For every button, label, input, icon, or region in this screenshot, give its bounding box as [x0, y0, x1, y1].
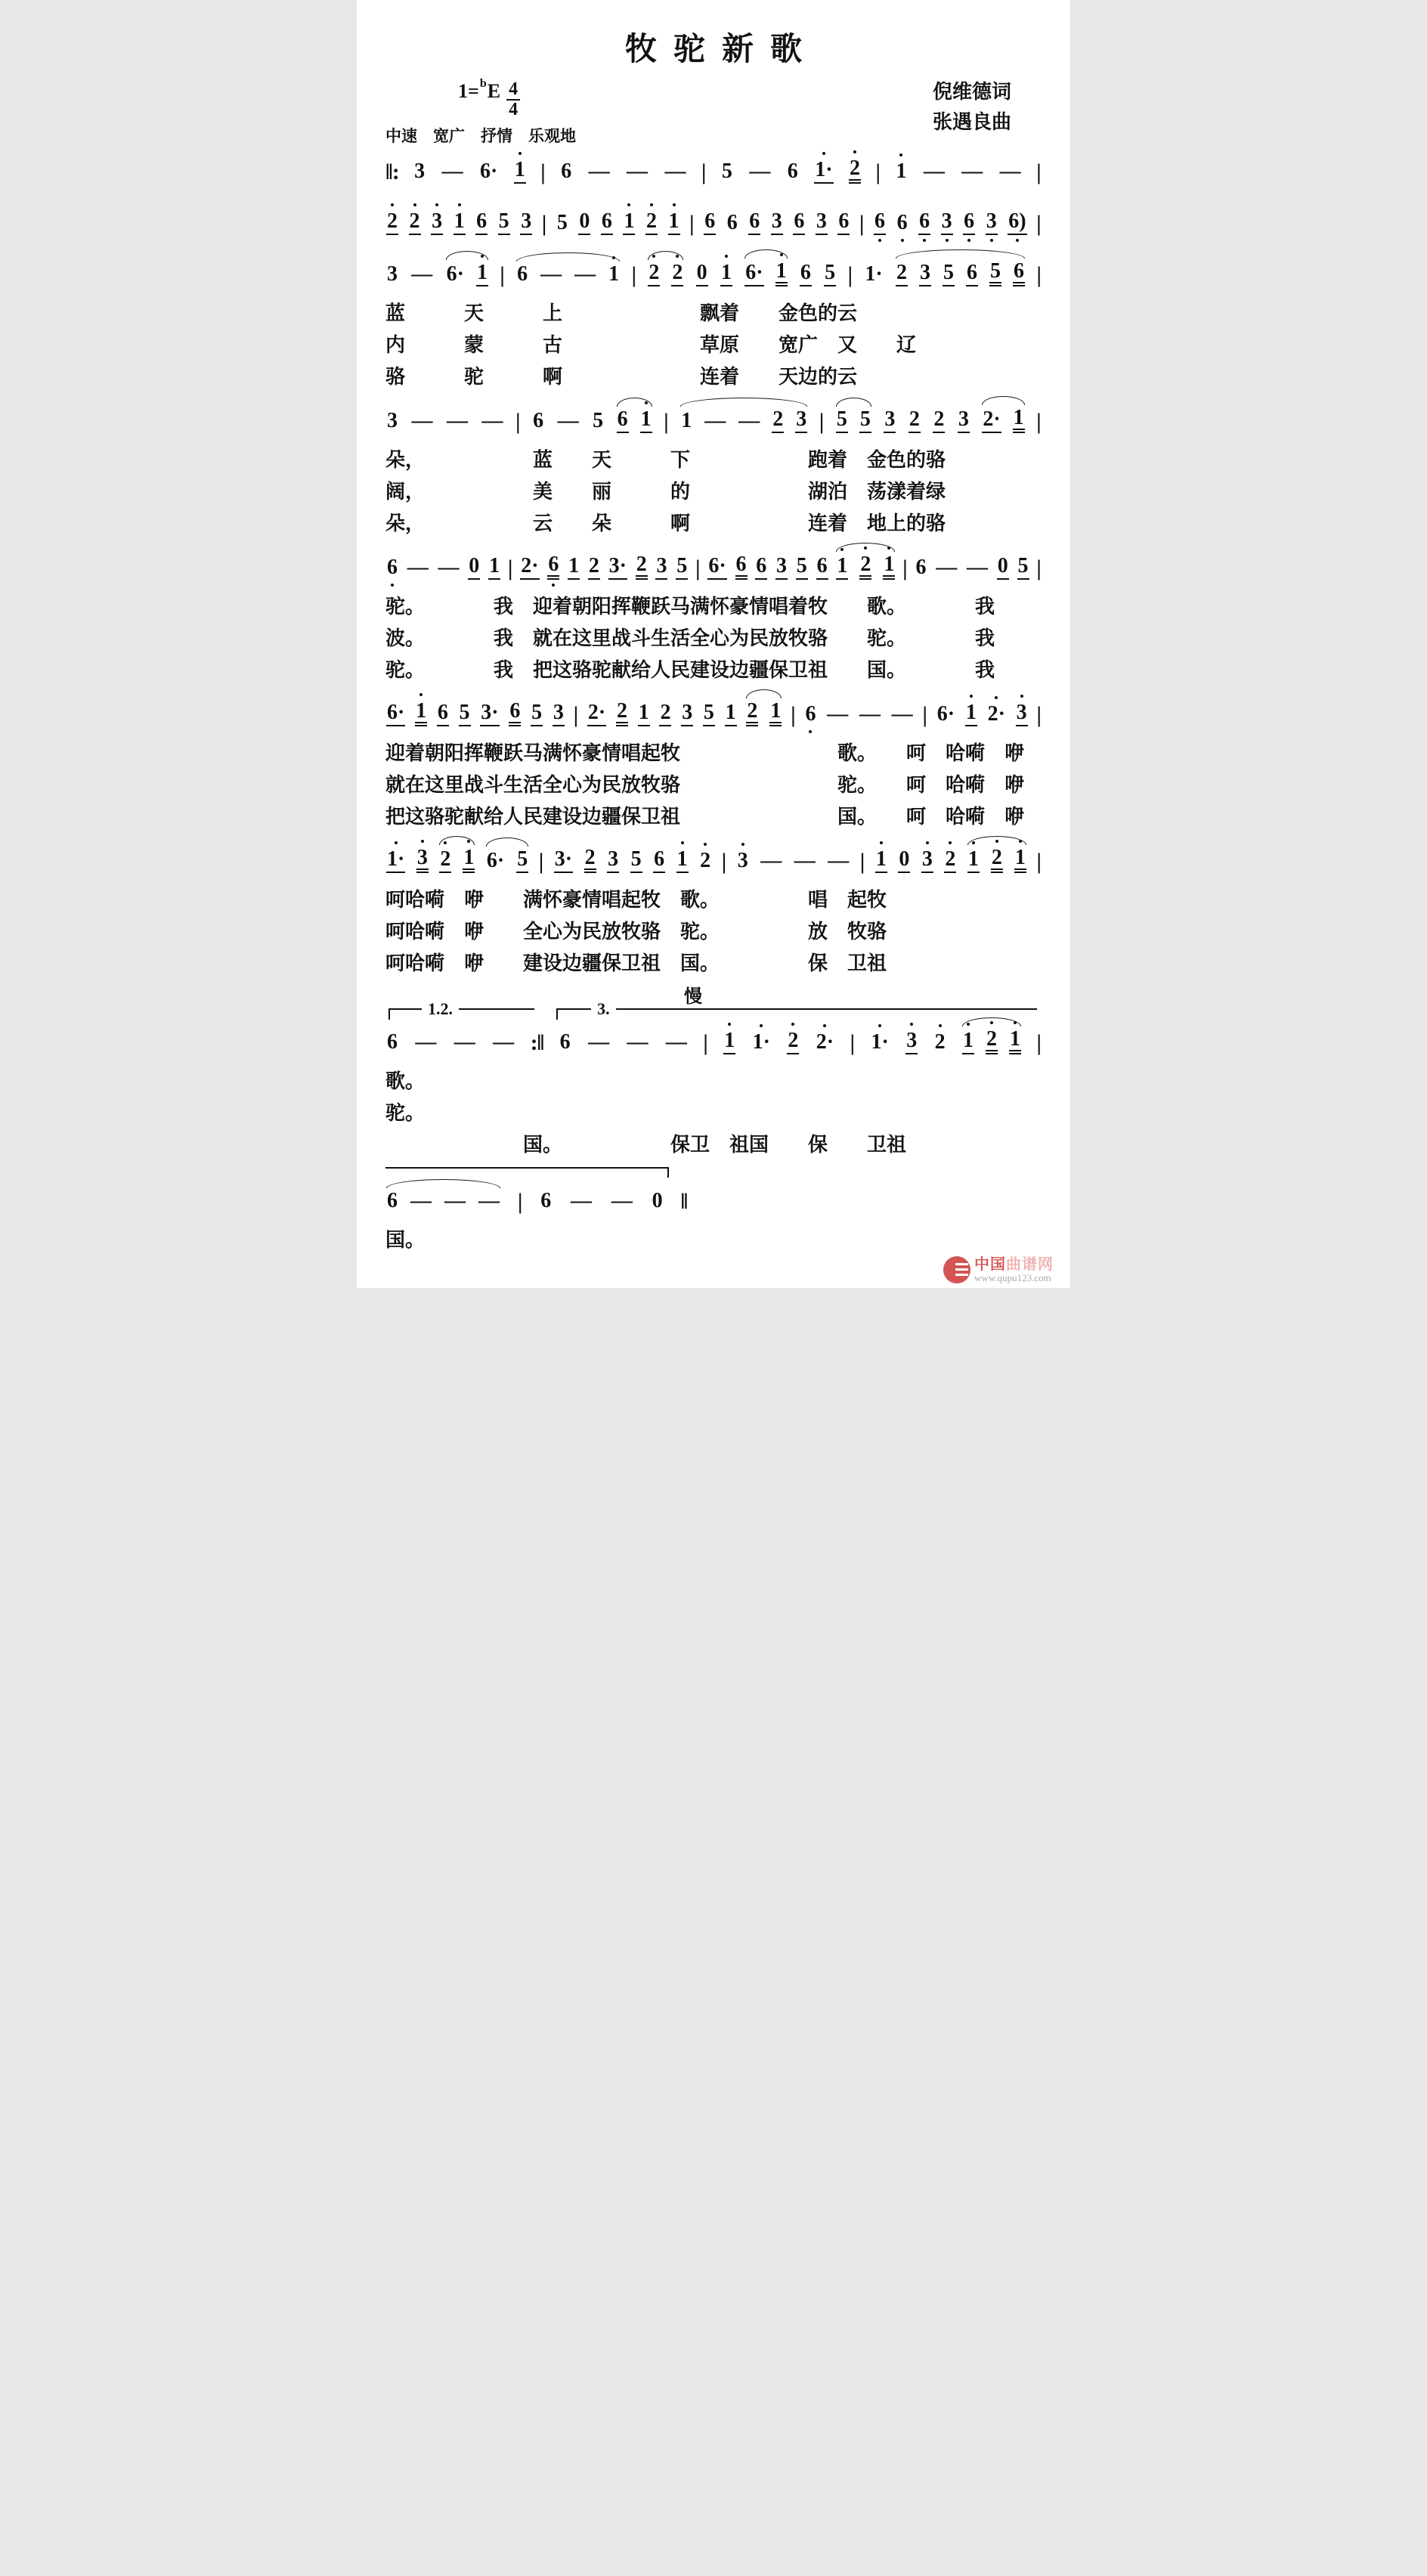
music-system-1 — [385, 150, 1042, 190]
time-upper: 4 — [506, 80, 520, 101]
sheet-music-page — [357, 0, 1070, 1288]
composer-credit: 张遇良曲 — [932, 111, 1011, 133]
lyrics-line-verse1: 朵， 蓝 天 下 跑着 金色的骆 — [385, 449, 946, 471]
key-letter: E — [487, 80, 501, 102]
music-system-5 — [385, 546, 1042, 682]
lyrics-line-verse2: 内 蒙 古 草原 宽广 又 辽 — [385, 334, 917, 356]
lyrics-line-verse1: 呵哈嗬 咿 满怀豪情唱起牧 歌。 唱 起牧 — [385, 889, 887, 911]
notation-line: 3 — 6· 1 | 6 — — 1 | 2 2 0 1 6· 1 6 5 | 1· 2 3 5 6 5 6 | — [385, 252, 1042, 293]
volta-brackets — [385, 987, 1042, 1020]
notation-line: 2 2 3 1 6 5 3 | 5 0 6 1 2 1 | 6 6 6 3 6 3 6 | 6 6 6 3 6 3 6) | — [385, 201, 1042, 242]
slow-tempo-mark: 慢 — [683, 987, 702, 1007]
notation-line: 3 — — — | 6 — 5 6 1 | 1 — — 2 3 | 5 5 3 2 2 3 2· 1 | — [385, 399, 1042, 440]
lyrics-line-verse2: 阔， 美 丽 的 湖泊 荡漾着绿 — [385, 481, 946, 503]
lyrics-line-verse1: 驼。 我 迎着朝阳挥鞭跃马满怀豪情唱着牧 歌。 我 — [385, 596, 995, 618]
lyrics-line-verse1: 歌。 — [385, 1070, 426, 1092]
lyrics-line-verse2: 驼。 — [385, 1102, 426, 1124]
music-system-4 — [385, 399, 1042, 535]
lyrics-line-verse2: 呵哈嗬 咿 全心为民放牧骆 驼。 放 牧骆 — [385, 921, 887, 943]
credits — [933, 77, 1011, 138]
lyrics-line-verse3: 把这骆驼献给人民建设边疆保卫祖 国。 呵 哈嗬 咿 — [385, 806, 1025, 828]
notation-line: 6· 1 6 5 3· 6 5 3 | 2· 2 1 2 3 5 1 2 1 | 6 — — — | 6· 1 2· 3 | — [385, 692, 1042, 733]
lyrics-line-verse2: 就在这里战斗生活全心为民放牧骆 驼。 呵 哈嗬 咿 — [385, 774, 1025, 796]
music-system-3 — [385, 252, 1042, 389]
music-system-7 — [385, 839, 1042, 975]
time-lower: 4 — [509, 100, 518, 120]
music-system-2 — [385, 201, 1042, 242]
key-signature — [458, 77, 520, 120]
watermark-url: www.qupu123.com — [974, 1271, 1051, 1283]
watermark — [943, 1256, 1054, 1283]
flat-sign: b — [479, 77, 487, 90]
music-system-8 — [385, 987, 1042, 1156]
notation-line: 6 — — — :‖ 6 — — — | 1 1· 2 2· | 1· 3 2 1 2 1 | — [385, 1020, 1042, 1061]
music-system-6 — [385, 692, 1042, 828]
watermark-site-name-light: 曲谱网 — [1006, 1255, 1054, 1273]
volta-3-label: 3. — [591, 999, 616, 1019]
lyrics-line-verse1: 迎着朝阳挥鞭跃马满怀豪情唱起牧 歌。 呵 哈嗬 咿 — [385, 742, 1025, 764]
tempo-text: 中速 宽广 抒情 乐观地 — [385, 127, 576, 145]
lyricist-credit: 倪维德词 — [932, 81, 1011, 103]
lyrics-line-verse3: 朵， 云 朵 啊 连着 地上的骆 — [385, 512, 946, 534]
notation-line: ‖: 3 — 6· 1 | 6 — — — | 5 — 6 1· 2 | 1 — — — | — [385, 150, 1042, 190]
key-prefix: 1= — [458, 80, 479, 102]
time-signature — [506, 80, 520, 119]
volta-1-2-label: 1.2. — [422, 999, 459, 1019]
lyrics-line-verse3: 国。 保卫 祖国 保 卫祖 — [385, 1134, 907, 1156]
notation-line: 1· 3 2 1 6· 5 | 3· 2 3 5 6 1 2 | 3 — — — | 1 0 3 2 1 2 1 | — [385, 839, 1042, 880]
lyrics-line-verse3: 驼。 我 把这骆驼献给人民建设边疆保卫祖 国。 我 — [385, 659, 995, 681]
lyrics-line-verse2: 波。 我 就在这里战斗生活全心为民放牧骆 驼。 我 — [385, 627, 995, 649]
lyrics-line-verse3: 国。 — [385, 1229, 426, 1251]
lyrics-line-verse3: 呵哈嗬 咿 建设边疆保卫祖 国。 保 卫祖 — [385, 952, 887, 974]
watermark-site-name: 中国 — [974, 1255, 1006, 1273]
music-system-9 — [385, 1167, 1042, 1252]
page-title: 牧驼新歌 — [624, 33, 819, 67]
watermark-logo-icon — [943, 1256, 970, 1283]
score-header — [385, 77, 1042, 150]
notation-line: 6 — — 0 1 | 2· 6 1 2 3· 2 3 5 | 6· 6 6 3 5 6 1 2 1 | 6 — — 0 5 | — [385, 546, 1042, 587]
lyrics-line-verse3: 骆 驼 啊 连着 天边的云 — [385, 366, 858, 388]
volta-continuation-line — [385, 1167, 669, 1178]
volta-1-2-bracket — [388, 999, 534, 1020]
notation-line: 6 — — — | 6 — — 0 ‖ — [385, 1179, 687, 1220]
lyrics-line-verse1: 蓝 天 上 飘着 金色的云 — [385, 302, 858, 324]
